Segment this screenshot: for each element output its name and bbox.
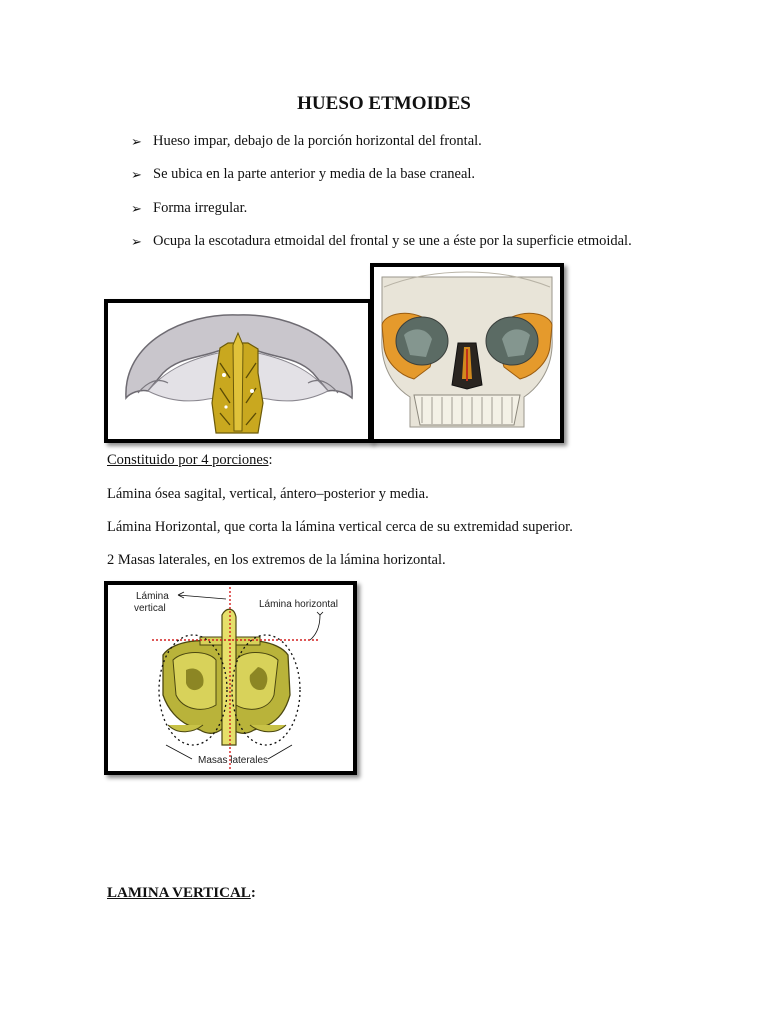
bullet-item (131, 200, 247, 218)
arrowhead-bullet-icon: ➢ (131, 167, 142, 182)
bullet-text: Forma irregular. (153, 200, 248, 216)
paragraph: 2 Masas laterales, en los extremos de la lámina horizontal. (107, 552, 446, 568)
constituido-colon: : (268, 452, 273, 468)
ethmoid-bone-diagram (104, 581, 357, 775)
constituido-label: Constituido por 4 porciones (107, 452, 269, 468)
bullet-text: Se ubica en la parte anterior y media de la base craneal. (153, 166, 476, 182)
page-title: HUESO ETMOIDES (297, 93, 471, 114)
section-colon: : (250, 885, 256, 901)
label-lamina-horizontal: Lámina horizontal (259, 599, 338, 610)
label-lamina-vertical-line2: vertical (134, 603, 166, 614)
arrowhead-bullet-icon: ➢ (131, 234, 142, 249)
skull-front-view-illustration (370, 263, 564, 443)
arrowhead-bullet-icon: ➢ (131, 201, 142, 216)
bullet-item (131, 233, 632, 251)
paragraph: Lámina ósea sagital, vertical, ántero–posterior y media. (107, 486, 429, 502)
bullet-text: Hueso impar, debajo de la porción horizontal del frontal. (153, 133, 482, 149)
section-heading (107, 885, 256, 902)
label-lamina-vertical-line1: Lámina (136, 591, 169, 602)
section-label: LAMINA VERTICAL (107, 885, 251, 901)
bullet-item (131, 133, 482, 151)
bullet-text: Ocupa la escotadura etmoidal del frontal y se une a éste por la superficie etmoidal. (153, 233, 632, 249)
ethmoid-skull-base-illustration (104, 299, 372, 443)
constituido-heading (107, 452, 273, 469)
bullet-item (131, 166, 475, 184)
paragraph: Lámina Horizontal, que corta la lámina vertical cerca de su extremidad superior. (107, 519, 573, 535)
label-masas-laterales: Masas laterales (198, 755, 269, 766)
arrowhead-bullet-icon: ➢ (131, 134, 142, 149)
